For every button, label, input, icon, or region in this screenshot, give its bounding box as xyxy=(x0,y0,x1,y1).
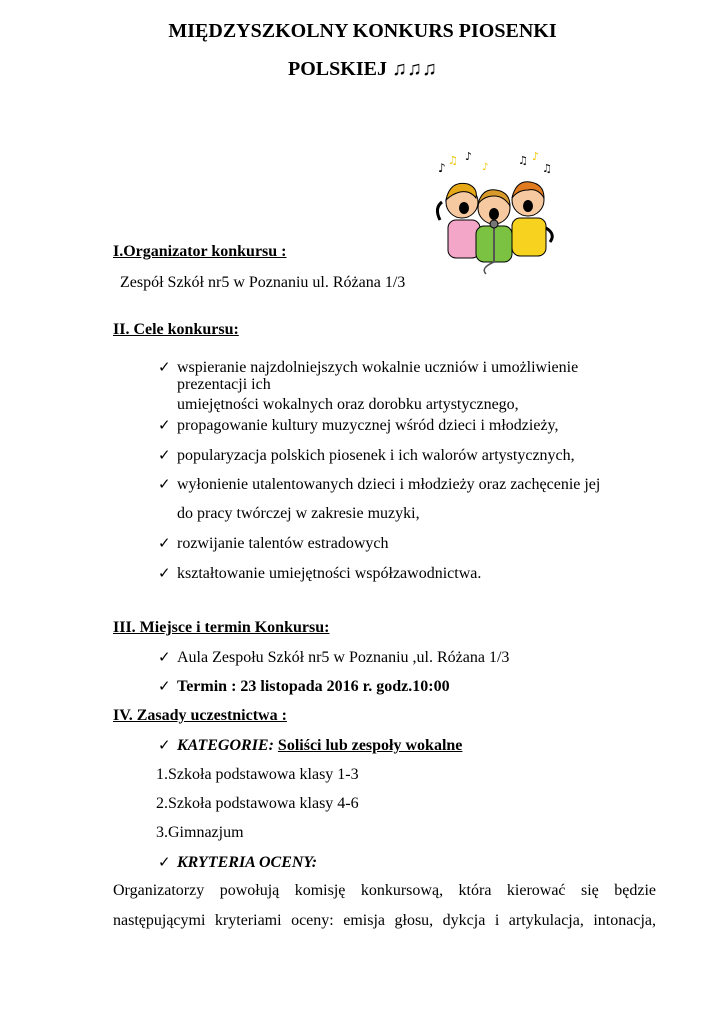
check-mark-icon: ✓ xyxy=(158,534,171,552)
svg-text:♪: ♪ xyxy=(465,150,473,163)
svg-text:♪: ♪ xyxy=(438,161,446,175)
check-mark-icon: ✓ xyxy=(158,475,171,493)
goal-item: ✓ propagowanie kultury muzycznej wśród dzieci i młodzieży, xyxy=(158,416,559,434)
check-mark-icon: ✓ xyxy=(158,648,171,666)
check-mark-icon: ✓ xyxy=(158,677,171,695)
goal-item: ✓ popularyzacja polskich piosenek i ich walorów artystycznych, xyxy=(158,446,575,464)
section-place-date-heading: III. Miejsce i termin Konkursu: xyxy=(113,619,330,636)
criteria-paragraph-line: Organizatorzy powołują komisję konkursową, która kierować się będzie xyxy=(113,882,656,899)
section-organizer-heading: I.Organizator konkursu : xyxy=(113,243,287,260)
category-item: 2.Szkoła podstawowa klasy 4-6 xyxy=(156,795,359,812)
section-rules-heading: IV. Zasady uczestnictwa : xyxy=(113,707,287,724)
organizer-text: Zespół Szkół nr5 w Poznaniu ul. Różana 1/3 xyxy=(120,274,406,291)
check-mark-icon: ✓ xyxy=(158,358,171,376)
goal-item: ✓ wspieranie najzdolniejszych wokalnie uczniów i umożliwienie xyxy=(158,358,579,376)
criteria-paragraph-line: następującymi kryteriami oceny: emisja głosu, dykcja i artykulacja, intonacja, xyxy=(113,912,656,929)
category-item: 1.Szkoła podstawowa klasy 1-3 xyxy=(156,766,359,783)
goal-item: ✓ rozwijanie talentów estradowych xyxy=(158,534,389,552)
goal-item: ✓ kształtowanie umiejętności współzawodnictwa. xyxy=(158,564,482,582)
check-mark-icon: ✓ xyxy=(158,564,171,582)
singing-children-illustration xyxy=(430,150,560,280)
category-item: 3.Gimnazjum xyxy=(156,824,244,841)
check-mark-icon: ✓ xyxy=(158,446,171,464)
criteria-item: ✓ KRYTERIA OCENY: xyxy=(158,853,318,871)
svg-text:♪: ♪ xyxy=(482,162,489,173)
goal-item-continuation: umiejętności wokalnych oraz dorobku artystycznego, xyxy=(177,396,519,413)
document-title-line2: POLSKIEJ ♫♫♫ xyxy=(288,58,437,80)
check-mark-icon: ✓ xyxy=(158,853,171,871)
check-mark-icon: ✓ xyxy=(158,416,171,434)
goal-item-continuation: do pracy twórczej w zakresie muzyki, xyxy=(177,505,420,522)
goal-item-continuation: prezentacji ich xyxy=(177,376,271,393)
svg-text:♫: ♫ xyxy=(542,162,552,175)
place-item: ✓ Aula Zespołu Szkół nr5 w Poznaniu ,ul. Różana 1/3 xyxy=(158,648,510,666)
check-mark-icon: ✓ xyxy=(158,736,171,754)
section-goals-heading: II. Cele konkursu: xyxy=(113,321,239,338)
categories-item: ✓ KATEGORIE: Soliści lub zespoły wokalne xyxy=(158,736,463,754)
svg-text:♪: ♪ xyxy=(532,150,540,163)
goal-item: ✓ wyłonienie utalentowanych dzieci i młodzieży oraz zachęcenie jej xyxy=(158,475,601,493)
svg-text:♫: ♫ xyxy=(518,154,528,167)
date-item: ✓ Termin : 23 listopada 2016 r. godz.10:00 xyxy=(158,677,450,695)
document-title-line1: MIĘDZYSZKOLNY KONKURS PIOSENKI xyxy=(168,20,557,42)
svg-text:♫: ♫ xyxy=(448,154,458,167)
